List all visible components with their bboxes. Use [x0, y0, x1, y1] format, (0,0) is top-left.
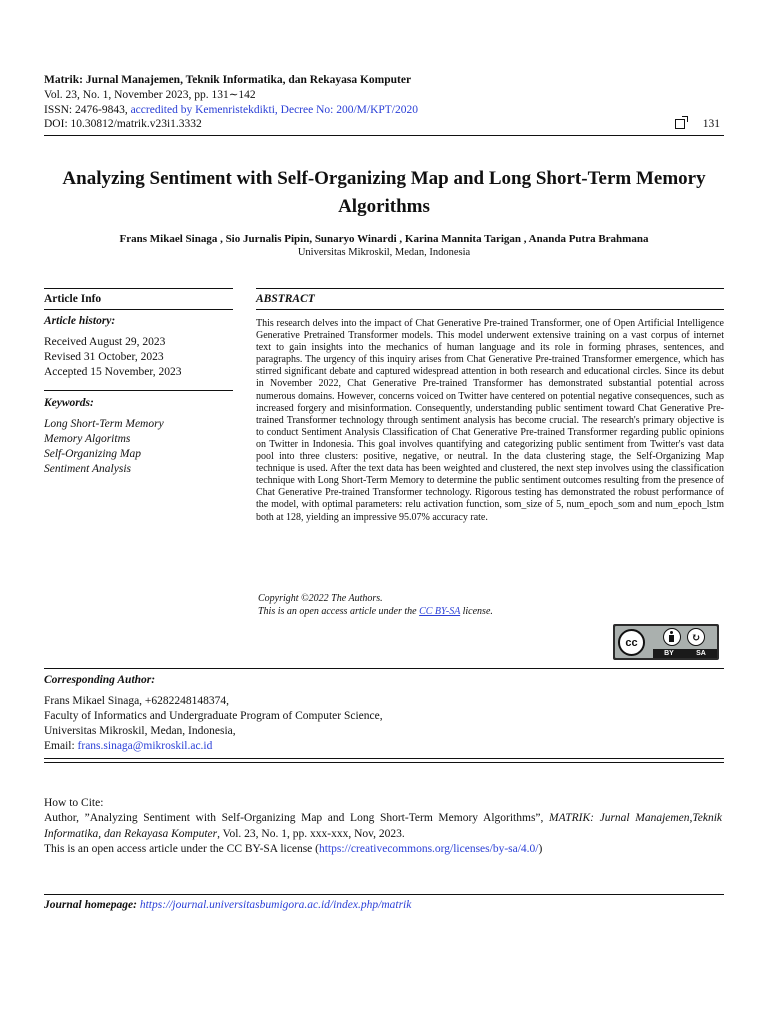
- cc-by-sa-link[interactable]: CC BY-SA: [419, 606, 461, 617]
- paper-title: Analyzing Sentiment with Self-Organizing Map and Long Short-Term Memory Algorithms: [62, 168, 706, 217]
- corresponding-top-rule: [44, 668, 724, 669]
- license-line: This is an open access article under the CC BY-SA license.: [258, 606, 493, 617]
- author-contact: Frans Mikael Sinaga, +6282248148374,: [44, 695, 230, 707]
- header-divider: [44, 135, 724, 136]
- keyword-item: Self-Organizing Map: [44, 448, 141, 460]
- affiliation: Universitas Mikroskil, Medan, Indonesia: [297, 247, 471, 258]
- corresponding-label: Corresponding Author:: [44, 674, 156, 686]
- keyword-item: Memory Algoritms: [44, 433, 131, 445]
- cite-label: How to Cite:: [44, 797, 104, 809]
- copyright-notice: [258, 592, 493, 618]
- abstract-heading: ABSTRACT: [256, 293, 315, 305]
- cite-license: This is an open access article under the CC BY-SA license (https://creativecommons.org/licenses/by-sa/4.0/): [44, 842, 543, 855]
- homepage-link[interactable]: https://journal.universitasbumigora.ac.id/index.php/matrik: [139, 899, 412, 911]
- volume-info: Vol. 23, No. 1, November 2023, pp. 131∼142: [44, 89, 256, 101]
- abstract-top-rule: [256, 288, 724, 289]
- doi: DOI: 10.30812/matrik.v23i1.3332: [44, 118, 202, 130]
- homepage-label: Journal homepage:: [44, 899, 137, 911]
- footer-rule: [44, 894, 724, 895]
- revised-date: Revised 31 October, 2023: [44, 351, 164, 363]
- keyword-item: Long Short-Term Memory: [44, 418, 164, 430]
- license-url-link[interactable]: https://creativecommons.org/licenses/by-sa/4.0/: [318, 842, 539, 855]
- history-label: Article history:: [44, 315, 116, 327]
- accepted-date: Accepted 15 November, 2023: [44, 366, 182, 378]
- doi-row: [44, 118, 720, 130]
- page-number: 131: [702, 118, 720, 130]
- how-to-cite: [44, 796, 722, 857]
- copyright-line: Copyright ©2022 The Authors.: [258, 593, 383, 604]
- abstract-sub-rule: [256, 309, 724, 310]
- author-university: Universitas Mikroskil, Medan, Indonesia,: [44, 725, 236, 737]
- journal-homepage: [44, 899, 411, 911]
- info-sub-rule: [44, 309, 233, 310]
- abstract-text: This research delves into the impact of Chat Generative Pre-trained Transformer, one of Open Artificial Intelligence Generative Pretrained Transformer models. This model underwent extensive training on a vast corpus of internet text to gain insights into the mechanics of human language and its role in forming phrases, sentences, and paragraphs. The urgency of this inquiry arises from Chat Generative Pre-trained Transformer emergence, which has stirred significant debate and captured widespread attention in both research and educational circles. Since its debut in November 2022, Chat Generative Pre-trained Transformer has demonstrated substantial potential across numerous domains. However, concerns voiced on Twitter have centered on potential negative consequences, such as increased forgery and misinformation. Consequently, understanding public sentiment toward Chat Generative Pre-trained Transformer technology through sentiment analysis has become crucial. The research's primary objective is to conduct Sentiment Analysis Classification of Chat Generative Pre-trained Transformer regarding public opinions on Twitter in Indonesia. This goal involves quantifying and categorizing public sentiment from Twitter's vast data pool into three clusters: positive, negative, or neutral. In the data clustering stage, the Self-Organizing Map technique is used. After the text data has been weighted and clustered, the next step involves using the classification technique with Long Short-Term Memory to determine the public sentiment outcomes resulting from the presence of Chat Generative Pre-trained Transformer technology. Rigorous testing has demonstrated the robust performance of the model, with optimal parameters: relu activation function, som_size of 5, num_epoch_som and num_epoch_lstm both at 128, yielding an impressive 95.07% accuracy rate.: [256, 318, 724, 523]
- corresponding-bottom-rule-2: [44, 762, 724, 763]
- corresponding-bottom-rule: [44, 758, 724, 759]
- info-top-rule: [44, 288, 233, 289]
- authors: Frans Mikael Sinaga , Sio Jurnalis Pipin, Sunaryo Winardi , Karina Mannita Tarigan , Ananda Putra Brahmana: [119, 233, 649, 245]
- article-history: [44, 314, 229, 380]
- external-link-icon: [675, 119, 685, 129]
- corresponding-author: [44, 673, 383, 754]
- page-number-group: [675, 118, 720, 130]
- article-info-heading: Article Info: [44, 293, 102, 305]
- journal-name: Matrik: Jurnal Manajemen, Teknik Informatika, dan Rekayasa Komputer: [44, 74, 412, 86]
- cc-sa-label: SA: [696, 650, 706, 657]
- received-date: Received August 29, 2023: [44, 336, 166, 348]
- issn-line: [44, 102, 418, 118]
- cc-bar: [653, 649, 717, 658]
- keywords-block: [44, 396, 229, 477]
- email-link[interactable]: frans.sinaga@mikroskil.ac.id: [77, 740, 213, 752]
- history-divider: [44, 390, 233, 391]
- cc-by-sa-badge[interactable]: [613, 624, 719, 660]
- cc-icon: cc: [618, 629, 645, 656]
- cc-by-label: BY: [664, 650, 674, 657]
- person-icon: [663, 628, 681, 646]
- issn: ISSN: 2476-9843,: [44, 104, 128, 116]
- author-email-line: Email: frans.sinaga@mikroskil.ac.id: [44, 740, 213, 752]
- author-faculty: Faculty of Informatics and Undergraduate Program of Computer Science,: [44, 710, 383, 722]
- keyword-item: Sentiment Analysis: [44, 463, 131, 475]
- share-alike-icon: ↻: [687, 628, 705, 646]
- cite-text: Author, ”Analyzing Sentiment with Self-Organizing Map and Long Short-Term Memory Algorithms”, MATRIK: Jurnal Manajemen,Teknik Informatika, dan Rekayasa Komputer, Vol. 23, No. 1, pp. xxx-xxx, Nov, 2023.: [44, 812, 723, 840]
- accreditation-link[interactable]: accredited by Kemenristekdikti, Decree No: 200/M/KPT/2020: [130, 104, 418, 116]
- keywords-label: Keywords:: [44, 397, 94, 409]
- cc-badge-body: [615, 626, 717, 658]
